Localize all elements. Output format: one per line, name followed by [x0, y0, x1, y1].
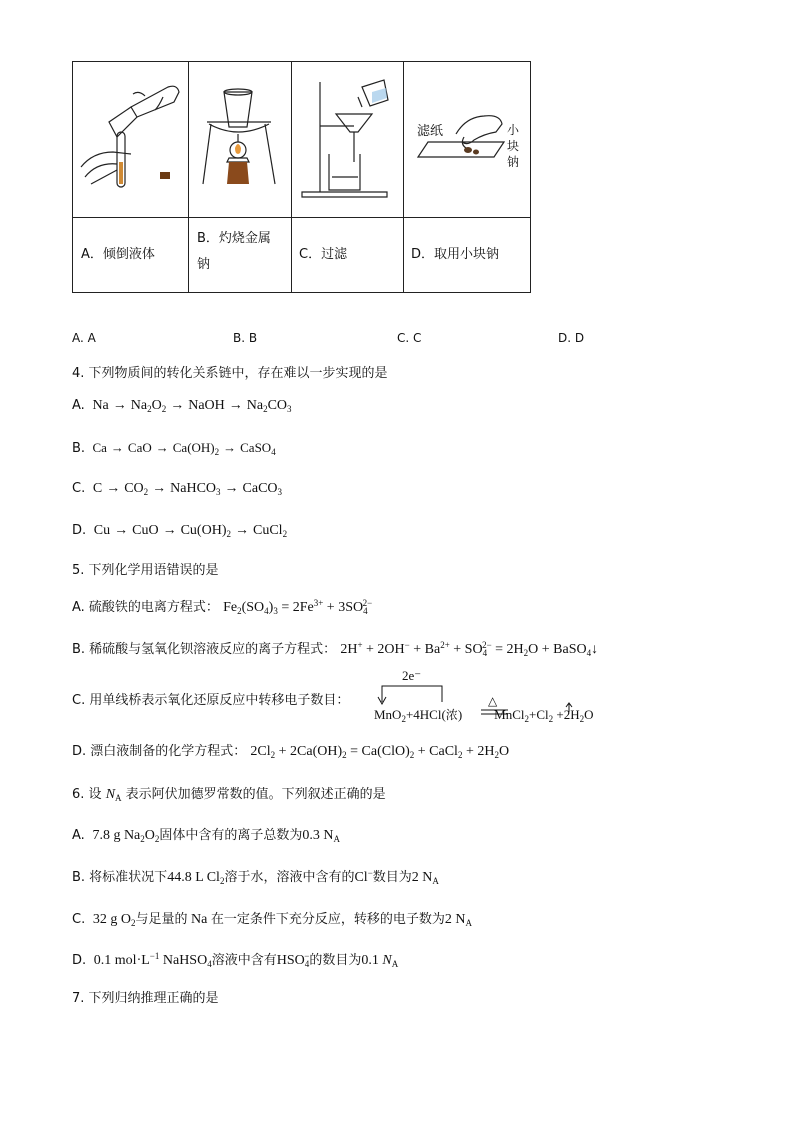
- q5-option-a[interactable]: A. 硫酸铁的电离方程式： $Fe_2(SO_4)_3 = 2Fe^{3+} + 3SO_4^{2-}$: [72, 598, 373, 616]
- redox-equation: MnO$_2$+4HCl(浓) $MnCl_2+Cl_2 +2H_2O$: [374, 707, 594, 724]
- q7-stem: 7. 下列归纳推理正确的是: [72, 991, 219, 1006]
- q4-option-b[interactable]: B. Ca → CaO → $Ca(OH)_2$ → CaSO$_4$: [72, 440, 276, 457]
- q5-option-d[interactable]: D. 漂白液制备的化学方程式： $2Cl_2 + 2Ca(OH)_2 = Ca(ClO)_2$ + CaCl$_2$ + $2H_2O$: [72, 744, 510, 760]
- single-bridge-equation: [374, 668, 634, 724]
- q5-option-b[interactable]: B. 稀硫酸与氢氧化钡溶液反应的离子方程式： $2H^+ + 2OH^- + Ba^{2+} + SO_4^{2-} = 2H_2O$ + BaSO$_4$↓: [72, 640, 599, 658]
- q3-option-a[interactable]: A. A: [72, 331, 96, 345]
- electron-count: 2e⁻: [402, 668, 422, 683]
- q3-option-c[interactable]: C. C: [397, 331, 422, 345]
- q6-option-a[interactable]: A. 7.8 g $Na_2O_2$固体中含有的离子总数为0.3 $N_A$: [72, 828, 341, 844]
- q3-option-d[interactable]: D. D: [558, 331, 585, 345]
- q4-option-d[interactable]: D. Cu → CuO → $Cu(OH)_2$ → CuCl$_2$: [72, 523, 288, 539]
- cell-a-caption: A．倾倒液体: [81, 247, 155, 262]
- q6-option-c[interactable]: C. 32 g $O_2$与足量的 Na 在一定条件下充分反应，转移的电子数为2 $N_A$: [72, 912, 472, 928]
- q5-stem: 5. 下列化学用语错误的是: [72, 563, 219, 578]
- small-sodium-label: 小 块 钠: [507, 123, 520, 169]
- cell-b-caption: B．灼烧金属 钠: [197, 231, 271, 272]
- cell-c-caption: C．过滤: [299, 247, 348, 262]
- q3-option-b[interactable]: B. B: [233, 331, 258, 345]
- apparatus-table: [72, 61, 531, 293]
- q5-option-c[interactable]: C. 用单线桥表示氧化还原反应中转移电子数目：: [72, 693, 350, 708]
- q6-option-d[interactable]: D. 0.1 $mol\cdot L^{-1}$ NaHSO$_4$溶液中含有$HSO_4^-$的数目为0.1 $N_A$: [72, 951, 399, 969]
- q4-option-c[interactable]: C. $C \to CO_2$ → NaHCO$_3$ → CaCO$_3$: [72, 481, 283, 497]
- q4-option-a[interactable]: A. $Na \to Na_2O_2$ → NaOH → $Na_2CO_3$: [72, 398, 292, 414]
- filtration-figure: [292, 62, 403, 217]
- q6-stem: 6. 设 $N_A$ 表示阿伏加德罗常数的值。下列叙述正确的是: [72, 787, 386, 803]
- crucible-heating-figure: [189, 62, 291, 217]
- pouring-liquid-figure: [73, 62, 188, 217]
- heat-symbol: △: [488, 694, 498, 708]
- cell-d-caption: D．取用小块钠: [411, 247, 500, 262]
- q6-option-b[interactable]: B. 将标准状况下44.8 L $Cl_2$溶于水，溶液中含有的Cl−数目为2 $N_A$: [72, 868, 439, 886]
- q4-stem: 4. 下列物质间的转化关系链中，存在难以一步实现的是: [72, 366, 388, 381]
- filter-paper-label: 滤纸: [417, 124, 444, 139]
